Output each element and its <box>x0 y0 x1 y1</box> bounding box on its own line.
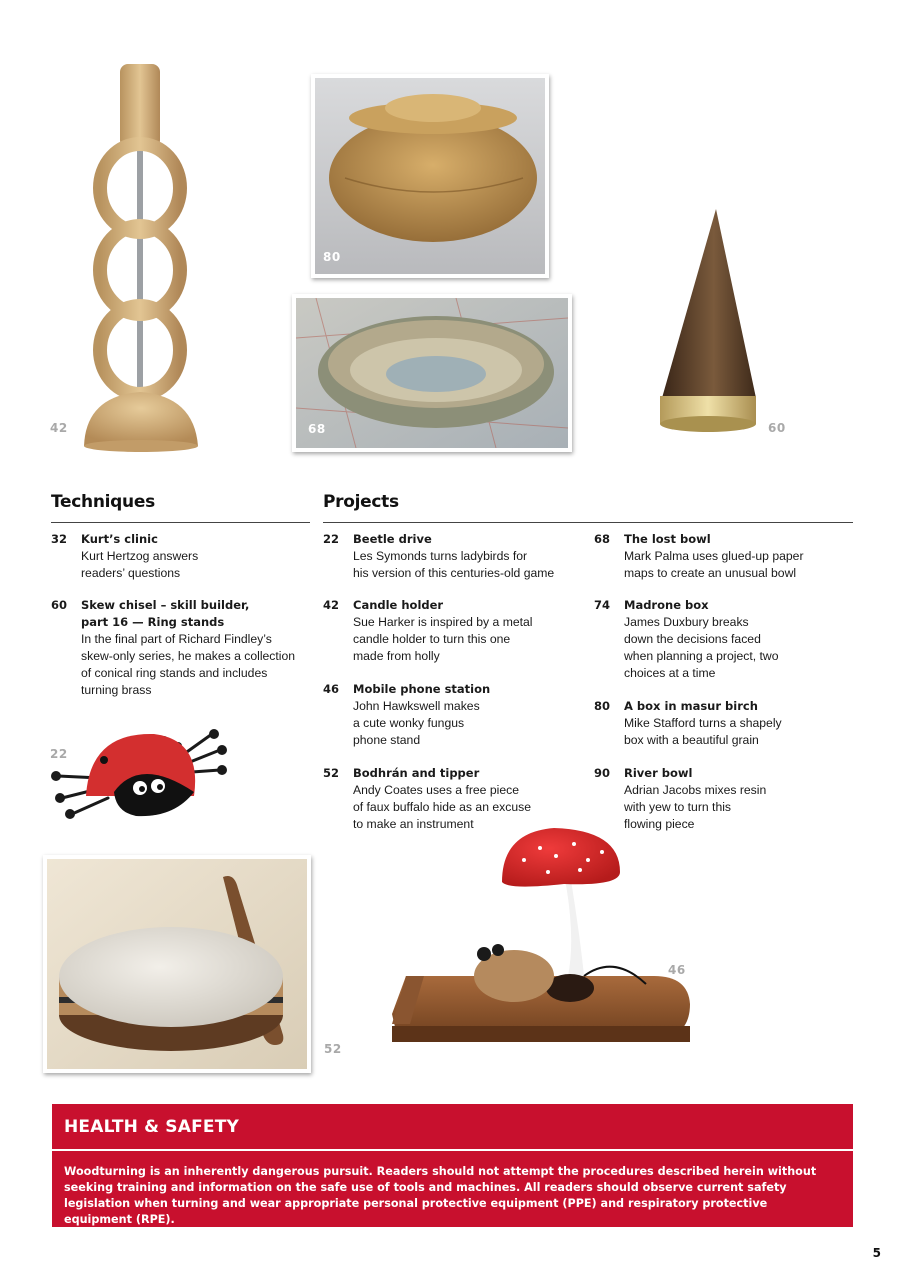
toc-title: A box in masur birch <box>624 699 758 713</box>
toc-desc: James Duxbury breaks down the decisions faced when planning a project, two choices at a time <box>624 615 779 680</box>
page-ref-52: 52 <box>324 1042 342 1056</box>
toc-desc: Les Symonds turns ladybirds for his version of this centuries-old game <box>353 549 555 580</box>
fungus-phone-stand-photo <box>384 826 696 1072</box>
toc-title: Bodhrán and tipper <box>353 766 480 780</box>
page-ref-68: 68 <box>308 422 326 436</box>
health-safety-rule <box>52 1149 853 1151</box>
projects-heading: Projects <box>323 492 399 512</box>
toc-page: 42 <box>323 598 340 612</box>
toc-title: Mobile phone station <box>353 682 491 696</box>
masur-birch-box-photo <box>311 74 549 278</box>
toc-page: 46 <box>323 682 340 696</box>
toc-desc: Sue Harker is inspired by a metal candle holder to turn this one made from holly <box>353 615 533 663</box>
health-safety-title: HEALTH & SAFETY <box>64 1117 240 1137</box>
toc-page: 22 <box>323 532 340 546</box>
toc-title: Candle holder <box>353 598 444 612</box>
health-safety-text: Woodturning is an inherently dangerous pursuit. Readers should not attempt the procedures described herein without seeking training and information on the safe use of tools and machines. All readers should observe current safety legislation when turning and wear appropriate personal protective equipment (PPE) and respiratory protective equipment (RPE). <box>64 1165 817 1226</box>
toc-desc: Adrian Jacobs mixes resin with yew to turn this flowing piece <box>624 783 767 831</box>
page-ref-80: 80 <box>323 250 341 264</box>
toc-title: Beetle drive <box>353 532 432 546</box>
toc-desc: Kurt Hertzog answers readers’ questions <box>81 549 199 580</box>
lost-bowl-photo <box>292 294 572 452</box>
toc-title: The lost bowl <box>624 532 711 546</box>
toc-desc: In the final part of Richard Findley’s skew-only series, he makes a collection of conical ring stands and includes turning brass <box>81 632 296 697</box>
toc-desc: John Hawkswell makes a cute wonky fungus phone stand <box>353 699 480 747</box>
page-number: 5 <box>872 1246 881 1260</box>
techniques-heading: Techniques <box>51 492 155 512</box>
toc-desc: Mike Stafford turns a shapely box with a beautiful grain <box>624 716 782 747</box>
toc-page: 90 <box>594 766 611 780</box>
candle-holder-photo <box>78 58 204 456</box>
toc-desc: Andy Coates uses a free piece of faux buffalo hide as an excuse to make an instrument <box>353 783 531 831</box>
bodhran-photo <box>43 855 311 1073</box>
page-ref-42: 42 <box>50 421 68 435</box>
toc-title: Skew chisel – skill builder, part 16 — Ring stands <box>81 598 250 629</box>
page-ref-46: 46 <box>668 963 686 977</box>
toc-page: 68 <box>594 532 611 546</box>
toc-page: 74 <box>594 598 611 612</box>
toc-title: Kurt’s clinic <box>81 532 158 546</box>
techniques-rule <box>51 522 310 523</box>
toc-page: 60 <box>51 598 68 612</box>
toc-page: 32 <box>51 532 68 546</box>
health-safety-box <box>52 1104 853 1227</box>
toc-title: Madrone box <box>624 598 709 612</box>
toc-title: River bowl <box>624 766 693 780</box>
toc-desc: Mark Palma uses glued-up paper maps to create an unusual bowl <box>624 549 804 580</box>
toc-page: 52 <box>323 766 340 780</box>
page-ref-60: 60 <box>768 421 786 435</box>
ring-stand-photo <box>656 206 760 442</box>
projects-rule <box>323 522 853 523</box>
ladybird-photo <box>44 726 230 826</box>
toc-page: 80 <box>594 699 611 713</box>
page-ref-22: 22 <box>50 747 68 761</box>
